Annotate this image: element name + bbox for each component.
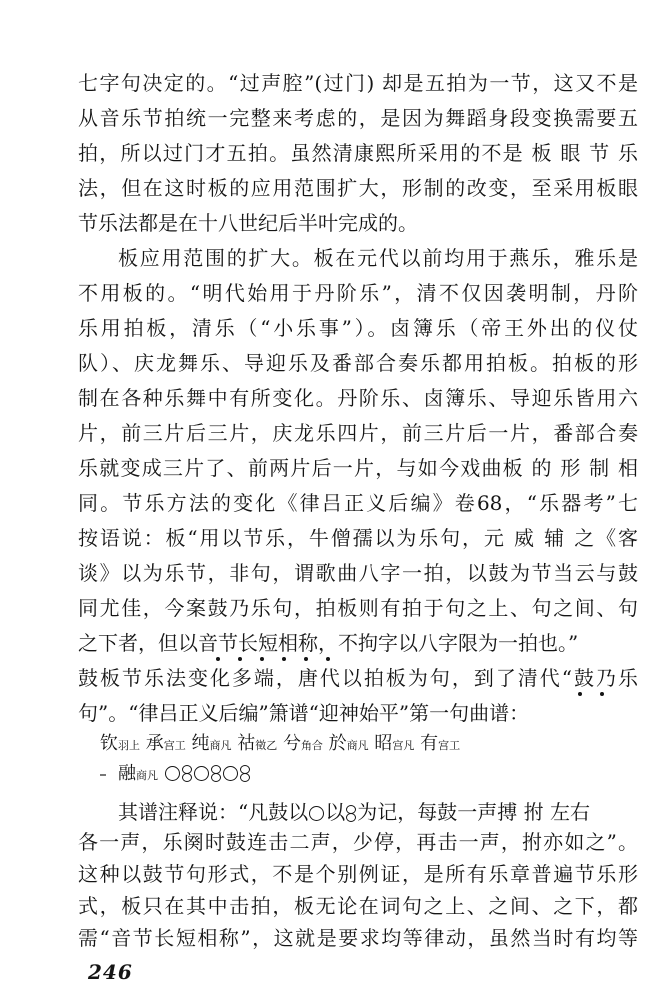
score-note: 商凡 (346, 739, 369, 752)
text-fragment: 其谱注释说：“凡鼓以 (118, 800, 309, 824)
emphasis-dot (578, 692, 582, 696)
text-line: 同尤佳，今案鼓乃乐句，拍板则有拍于句之上、句之间、句 (78, 596, 638, 620)
text-line: 片，前三片后三片，庆龙乐四片，前三片后一片，番部合奏 (78, 421, 638, 445)
text-line: 制在各种乐舞中有所变化。丹阶乐、卤簿乐、导迎乐皆用六 (78, 386, 638, 410)
text-line: 不用板的。“明代始用于丹阶乐”，清不仅因袭明制，丹阶 (78, 281, 638, 305)
drum-single-icon (309, 806, 324, 821)
drum-single-icon (194, 766, 209, 781)
text-line: 各一声，乐阕时鼓连击二声，少停，再击一声，拊亦如之”。 (78, 830, 638, 854)
score-line-2 (118, 760, 251, 788)
score-char: 兮 (282, 733, 301, 754)
emphasis-dot (304, 657, 308, 661)
page-number: 246 (88, 960, 133, 984)
score-char: 昭 (374, 733, 393, 754)
margin-dash (100, 774, 106, 776)
text-fragment: 为记，每鼓一声搏 拊 左右 (357, 800, 590, 824)
text-line: 其谱注释说：“凡鼓以 以 为记，每鼓一声搏 拊 左右 (118, 800, 590, 824)
score-note: 徵乙 (255, 739, 278, 752)
emphasis-dot (326, 657, 330, 661)
text-line: 按语说：板“用以节乐，牛僧孺以为乐句，元 威 辅 之《客 (78, 526, 638, 550)
score-note: 角合 (300, 739, 323, 752)
emphasis-dot (260, 657, 264, 661)
text-line: 句”。“律吕正义后编”箫谱“迎神始平”第一句曲谱： (78, 701, 530, 725)
score-char: 承 (145, 733, 164, 754)
text-line: 法，但在这时板的应用范围扩大，形制的改变，至采用板眼 (78, 176, 638, 200)
text-line: 队）、庆龙舞乐、导迎乐及番部合奏乐都用拍板。拍板的形 (78, 351, 638, 375)
score-note: 宫凡 (392, 739, 415, 752)
drum-double-icon (211, 765, 221, 782)
text-line: 乐就变成三片了、前两片后一片，与如今戏曲板 的 形 制 相 (78, 456, 638, 480)
text-line: 式，板只在其中击拍，板无论在词句之上、之间、之下，都 (78, 894, 638, 918)
text-line: 拍，所以过门才五拍。虽然清康熙所采用的不是 板 眼 节 乐 (78, 141, 638, 165)
drum-single-icon (223, 766, 238, 781)
text-line: 这种以鼓节句形式，不是个别例证，是所有乐章普遍节乐形 (78, 862, 638, 886)
text-line: 乐用拍板，清乐（“小乐事”）。卤簿乐（帝王外出的仪仗 (78, 316, 638, 340)
drum-single-icon (165, 766, 180, 781)
score-char: 於 (328, 733, 347, 754)
text-line: 之下者，但以音节长短相称，不拘字以八字限为一拍也。” (78, 631, 579, 655)
text-line: 鼓板节乐法变化多端，唐代以拍板为句，到了清代“鼓乃乐 (78, 666, 638, 690)
score-note: 商凡 (209, 739, 232, 752)
score-note: 商凡 (136, 769, 158, 782)
text-line: 同。节乐方法的变化《律吕正义后编》卷68，“乐器考”七 (78, 491, 638, 515)
score-char: 祜 (237, 733, 256, 754)
score-char: 钦 (100, 733, 118, 754)
text-line: 板应用范围的扩大。板在元代以前均用于燕乐，雅乐是 (118, 246, 638, 270)
score-char: 纯 (191, 733, 210, 754)
drum-double-icon (346, 805, 356, 822)
score-line-1 (100, 730, 460, 758)
emphasis-dot (216, 657, 220, 661)
score-note: 宫工 (438, 739, 461, 752)
text-line: 谈》以为乐节，非句，谓歌曲八字一拍，以鼓为节当云与鼓 (78, 561, 638, 585)
text-line: 从音乐节拍统一完整来考虑的，是因为舞蹈身段变换需要五 (78, 106, 638, 130)
score-note: 羽上 (118, 739, 140, 752)
emphasis-dot (282, 657, 286, 661)
emphasis-dot (238, 657, 242, 661)
text-line: 需“音节长短相称”，这就是要求均等律动，虽然当时有均等 (78, 926, 638, 950)
drum-double-icon (182, 765, 192, 782)
drum-double-icon (240, 765, 250, 782)
text-line: 节乐法都是在十八世纪后半叶完成的。 (78, 211, 418, 235)
text-line: 七字句决定的。“过声腔”(过门) 却是五拍为一节，这又不是 (78, 71, 638, 95)
score-note: 宫工 (163, 739, 186, 752)
emphasis-dot (600, 692, 604, 696)
score-char: 有 (420, 733, 439, 754)
score-char: 融 (118, 763, 136, 784)
